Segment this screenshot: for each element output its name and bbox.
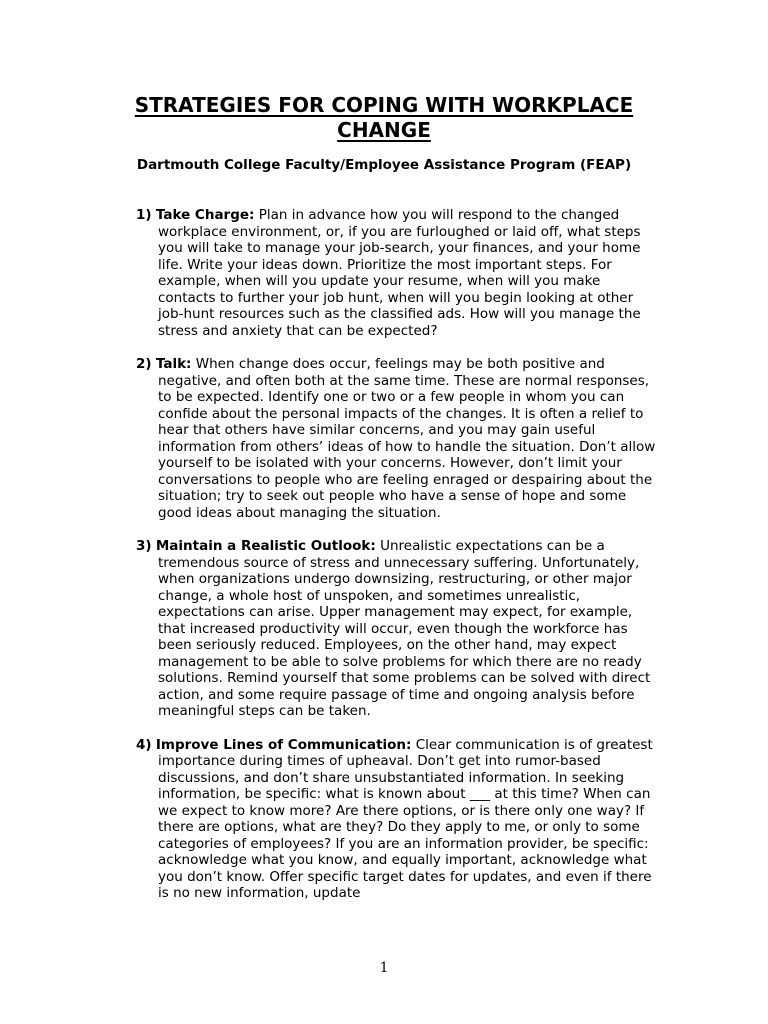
item-number: 1) xyxy=(136,207,152,223)
page-number: 1 xyxy=(379,960,389,976)
strategy-item-talk xyxy=(136,356,660,521)
strategy-item-realistic-outlook xyxy=(136,538,660,720)
item-heading: Improve Lines of Communication: xyxy=(155,736,412,753)
item-number: 4) xyxy=(136,736,152,753)
item-heading: Talk: xyxy=(155,356,192,372)
item-heading: Take Charge: xyxy=(155,207,255,223)
item-text: Clear communication is of greatest importance during times of upheaval. Don’t get into rumor-based discussions, and don’t share unsubstantiated information. In seeking information, be specific: what is known about ___ at this time? When can we expect to know more? Are there options, or is there only one way? If there are options, what are they? Do they apply to me, or only to some categories of employees? If you are an information provider, be specific: acknowledge what you know, and equally important, acknowledge what you don’t know. Offer specific target dates for updates, and even if there is no new information, update xyxy=(158,736,653,901)
strategy-item-take-charge xyxy=(136,207,660,339)
document-subtitle: Dartmouth College Faculty/Employee Assistance Program (FEAP) xyxy=(136,157,632,173)
strategy-item-communication xyxy=(136,737,660,902)
document-title: STRATEGIES FOR COPING WITH WORKPLACE CHANGE xyxy=(134,93,634,142)
item-text: When change does occur, feelings may be both positive and negative, and often both at the same time. These are normal responses, to be expected. Identify one or two or a few people in whom you can confide about the personal impacts of the changes. It is often a relief to hear that others have similar concerns, and you may gain useful information from others’ ideas of how to handle the situation. Don’t allow yourself to be isolated with your concerns. However, don’t limit your conversations to people who are feeling enraged or despairing about the situation; try to seek out people who have a sense of hope and some good ideas about managing the situation. xyxy=(158,356,656,521)
strategy-list xyxy=(136,207,660,919)
item-text: Plan in advance how you will respond to the changed workplace environment, or, if you are furloughed or laid off, what steps you will take to manage your job-search, your finances, and your home life. Write your ideas down. Prioritize the most important steps. For example, when will you update your resume, when will you make contacts to further your job hunt, when will you begin looking at other job-hunt resources such as the classified ads. How will you manage the stress and anxiety that can be expected? xyxy=(158,207,641,339)
item-number: 3) xyxy=(136,538,152,554)
item-number: 2) xyxy=(136,356,152,372)
item-text: Unrealistic expectations can be a tremendous source of stress and unnecessary suffering. Unfortunately, when organizations undergo downsizing, restructuring, or other major change, a whole host of unspoken, and sometimes unrealistic, expectations can arise. Upper management may expect, for example, that increased productivity will occur, even though the workforce has been seriously reduced. Employees, on the other hand, may expect management to be able to solve problems for which there are no ready solutions. Remind yourself that some problems can be solved with direct action, and some require passage of time and ongoing analysis before meaningful steps can be taken. xyxy=(158,538,651,719)
item-heading: Maintain a Realistic Outlook: xyxy=(155,538,376,554)
